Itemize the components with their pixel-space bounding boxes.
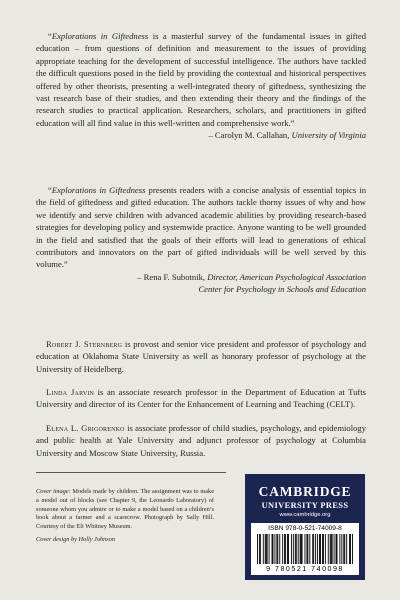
author-bio-jarvin — [36, 386, 366, 411]
barcode-bar — [317, 534, 318, 564]
barcode-bar — [309, 534, 310, 564]
barcode-bar — [306, 534, 307, 564]
barcode-bar — [305, 534, 306, 564]
barcode-bar — [313, 534, 314, 564]
barcode-bar — [282, 534, 283, 564]
author-bio-body: is provost and senior vice president and professor of psychology and education at Oklahoma State University as well as honorary professor of psychology at the University of Heidelberg. — [36, 339, 367, 374]
barcode-bar — [260, 534, 261, 564]
barcode-bar — [298, 534, 299, 564]
barcode-bar — [352, 534, 353, 564]
review-quote-1 — [36, 30, 366, 142]
barcode-bar — [339, 534, 340, 564]
book-title: Explorations in Giftedness — [51, 31, 149, 41]
author-name: Elena L. Grigorenko — [46, 423, 125, 433]
barcode-bar — [259, 534, 260, 564]
barcode-bar — [336, 534, 337, 564]
quote-attribution — [36, 271, 366, 296]
barcode-bar — [300, 534, 301, 564]
publisher-name: CAMBRIDGE — [258, 484, 352, 499]
barcode-bar — [293, 534, 294, 564]
barcode-bar — [330, 534, 331, 564]
barcode-bar — [322, 534, 323, 564]
barcode-bar — [334, 534, 335, 564]
author-bio-body: is associate professor of child studies, psychology, and epidemiology and public health at Yale University and adjunct professor of psychology at Columbia University and Moscow State University, Russia. — [36, 423, 366, 458]
barcode-bar — [267, 534, 268, 564]
barcode-bar — [328, 534, 329, 564]
reviewer-affiliation-line2: Center for Psychology in Schools and Education — [198, 284, 366, 295]
barcode-bar — [331, 534, 332, 564]
barcode-bar — [344, 534, 345, 564]
barcode-bar — [323, 534, 324, 564]
quote-body: is a masterful survey of the fundamental issues in gifted education – from questions of definition and measurement to the issues of providing appropriate teaching for the development of successful intelligence. The authors have tackled the difficult questions posed in the field by providing the contextual and historical perspectives offered by other theorists, presenting a well-integrated theory of giftedness, synthesizing the vast research base of their studies, and then extending their theory and the findings of the research studies to practical application. Researchers, scholars, and practitioners in gifted education will all find value in this well-written and comprehensive work.” — [36, 31, 366, 128]
barcode-bar — [266, 534, 267, 564]
barcode-bar — [319, 534, 320, 564]
barcode-bar — [265, 534, 266, 564]
barcode-bar — [337, 534, 338, 564]
quote-text: “Explorations in Giftedness presents readers with a concise analysis of essential topics in the field of giftedness and gifted education. The authors tackle thorny issues of why and how we identify and serve children with advanced academic abilities by providing research-based strategies for developing policy and systemwide practice. Anyone wanting to be well grounded in the field and satisfied that the goals of their efforts will lead to generations of ethical contributors and innovators on the part of gifted individuals will be well served by this volume.” — [36, 185, 366, 270]
cover-image-label: Cover image: — [36, 488, 71, 495]
barcode-icon — [255, 534, 355, 564]
author-bio-grigorenko — [36, 422, 366, 459]
reviewer-name: – Rena F. Subotnik, — [137, 271, 208, 282]
author-name: Robert J. Sternberg — [46, 339, 123, 349]
cover-image-text: Models made by children. The assignment was to make a model out of blocks (see Chapter 9, the Leonardo Laboratory) of someone whom you admire or to make a model based on a children’s book about a farmer and a scarecrow. Photograph by Sally Hill. Courtesy of the Eli Whitney Museum. — [36, 488, 214, 531]
barcode-bar — [349, 534, 350, 564]
review-quote-2 — [36, 184, 366, 296]
barcode-bar — [312, 534, 313, 564]
barcode-bar — [296, 534, 297, 564]
reviewer-name: – Carolyn M. Callahan, — [208, 130, 292, 141]
author-bio-text — [36, 338, 366, 375]
barcode-bar — [287, 534, 288, 564]
barcode-bar — [301, 534, 302, 564]
cover-design-credit — [36, 536, 214, 545]
barcode-panel — [251, 523, 359, 575]
barcode-bar — [295, 534, 296, 564]
barcode-bar — [277, 534, 278, 564]
quote-attribution — [36, 129, 366, 141]
publisher-box — [245, 474, 365, 580]
barcode-bar — [285, 534, 286, 564]
barcode-bar — [284, 534, 285, 564]
cover-design-text: Cover design by Holly Johnson — [36, 535, 116, 543]
quote-text: “Explorations in Giftedness is a masterful survey of the fundamental issues in gifted education – from questions of definition and measurement to the issues of providing appropriate teaching for the development of successful intelligence. The authors have tackled the difficult questions posed in the field by providing the contextual and historical perspectives offered by other theorists, presenting a well-integrated theory of giftedness, synthesizing the vast research base of their studies, and then extending their theory and the findings of the research studies to practical application. Researchers, scholars, and practitioners in gifted education will all find value in this well-written and comprehensive work.” — [36, 31, 366, 128]
barcode-bar — [320, 534, 321, 564]
barcode-bar — [341, 534, 342, 564]
barcode-bar — [269, 534, 270, 564]
barcode-bar — [325, 534, 326, 564]
barcode-bar — [315, 534, 316, 564]
isbn-label: ISBN 978-0-521-74009-8 — [268, 525, 342, 532]
author-bio-sternberg — [36, 338, 366, 375]
reviewer-affiliation: University of Virginia — [291, 130, 366, 141]
barcode-bar — [263, 534, 264, 564]
barcode-bar — [350, 534, 351, 564]
barcode-bar — [332, 534, 333, 564]
author-bio-body: is an associate research professor in the Department of Education at Tufts University and director of its Center for the Enhancement of Learning and Teaching (CELT). — [36, 387, 366, 410]
barcode-bar — [276, 534, 277, 564]
barcode-bar — [274, 534, 275, 564]
publisher-subtitle: UNIVERSITY PRESS — [261, 501, 349, 510]
book-title: Explorations in Giftedness — [51, 185, 146, 195]
reviewer-affiliation-line1: Director, American Psychological Association — [207, 271, 366, 282]
barcode-bar — [343, 534, 344, 564]
barcode-bar — [257, 534, 258, 564]
barcode-bar — [307, 534, 308, 564]
publisher-url: www.cambridge.org — [279, 512, 331, 518]
cover-image-credit — [36, 488, 214, 532]
quote-body: presents readers with a concise analysis of essential topics in the field of giftedness and gifted education. The authors tackle thorny issues of why and how we identify and serve children with advanced academic abilities by providing research-based strategies for developing policy and systemwide practice. Anyone wanting to be well grounded in the field and satisfied that the goals of their efforts will lead to generations of ethical contributors and innovators on the part of gifted individuals will be well served by this volume.” — [36, 185, 366, 270]
cover-credits — [36, 488, 214, 545]
divider-rule — [36, 472, 226, 473]
barcode-digits: 9 780521 740098 — [266, 565, 344, 573]
barcode-bar — [279, 534, 280, 564]
author-name: Linda Jarvin — [46, 387, 95, 397]
author-bio-text — [36, 422, 366, 459]
author-bio-text — [36, 386, 366, 411]
barcode-bar — [302, 534, 303, 564]
barcode-bar — [272, 534, 273, 564]
barcode-bar — [291, 534, 292, 564]
barcode-bar — [273, 534, 274, 564]
barcode-bar — [288, 534, 289, 564]
barcode-bar — [346, 534, 347, 564]
